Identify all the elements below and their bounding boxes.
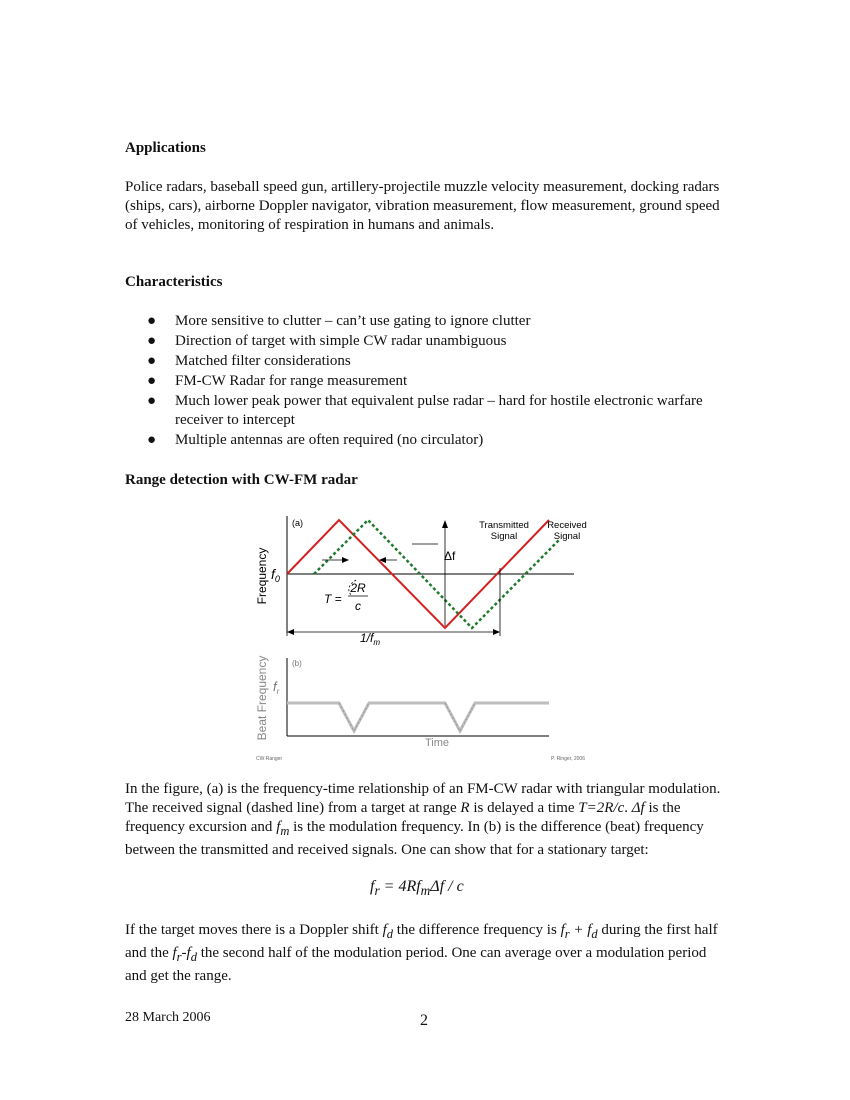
period-label: $1/f_m$ xyxy=(360,631,381,647)
beat-dip-1 xyxy=(339,703,369,731)
panel-b-label: (b) xyxy=(292,659,302,668)
range-heading: Range detection with CW-FM radar xyxy=(125,472,358,488)
list-item: ● More sensitive to clutter – can’t use gating to ignore clutter xyxy=(147,313,531,329)
list-item: ● Direction of target with simple CW radar unambiguous xyxy=(147,333,507,349)
beat-frequency-equation: $f_r = 4Rf_m\Delta f / c$ xyxy=(370,878,464,899)
list-item: ● Much lower peak power that equivalent pulse radar – hard for hostile electronic warfare receiver to intercept xyxy=(147,393,703,428)
bullet-icon: ● xyxy=(147,313,157,329)
page-number: 2 xyxy=(420,1012,428,1029)
bullet-icon: ● xyxy=(147,353,157,369)
fmcw-figure xyxy=(252,508,592,766)
x-axis-label-b: Time xyxy=(424,737,450,749)
list-item: ● Matched filter considerations xyxy=(147,353,351,369)
fr-label: $f_r$ xyxy=(273,679,280,696)
delay-denominator: c xyxy=(355,599,361,613)
received-label-1: Received xyxy=(547,520,587,531)
applications-heading: Applications xyxy=(125,140,206,156)
transmitted-label-2: Signal xyxy=(490,531,518,542)
received-label-2: Signal xyxy=(553,531,581,542)
characteristics-heading: Characteristics xyxy=(125,274,223,290)
delay-T-label: T = xyxy=(324,592,342,606)
f0-label: $f_0$ xyxy=(271,566,280,584)
applications-text: Police radars, baseball speed gun, artillery-projectile muzzle velocity measurement, docking radars (ships, cars), airborne Doppler navigator, vibration measurement, flow measurement, ground speed of vehicles, monitoring of respiration in humans and animals. xyxy=(125,179,720,233)
credit-left: CW Ranger xyxy=(256,756,283,762)
doppler-explanation: If the target moves there is a Doppler shift $f_d$ the difference frequency is $f_r + f_d$ during the first half and the $f_r-f_d$ the second half of the modulation period. One can average over a modulation period and get the range. xyxy=(125,922,718,984)
beat-frequency-line xyxy=(287,703,549,731)
panel-a xyxy=(255,516,587,647)
panel-a-label: (a) xyxy=(292,518,303,528)
panel-b xyxy=(255,656,585,762)
bullet-icon: ● xyxy=(147,432,157,448)
transmitted-label-1: Transmitted xyxy=(479,520,529,531)
list-item: ● Multiple antennas are often required (no circulator) xyxy=(147,432,484,448)
arrow-right-icon xyxy=(493,629,500,635)
characteristics-list xyxy=(125,312,725,451)
beat-dip-2 xyxy=(445,703,475,731)
bullet-icon: ● xyxy=(147,393,157,409)
y-axis-label-a: Frequency xyxy=(255,547,269,605)
arrow-up-icon xyxy=(442,520,448,528)
footer-date: 28 March 2006 xyxy=(125,1010,211,1025)
list-item: ● FM-CW Radar for range measurement xyxy=(147,373,408,389)
delay-numerator: 2R xyxy=(350,581,366,595)
credit-right: P. Ringer, 2006 xyxy=(551,756,585,762)
y-axis-label-b: Beat Frequency xyxy=(255,655,269,741)
arrow-right-icon xyxy=(342,557,349,563)
arrow-left-icon xyxy=(287,629,294,635)
figure-explanation: In the figure, (a) is the frequency-time relationship of an FM-CW radar with triangular modulation. The received signal (dashed line) from a target at range R is delayed a time T=2R/c. Δf is the frequency excursion and $f_m$ is the modulation frequency. In (b) is the difference (beat) frequency between the transmitted and received signals. One can show that for a stationary target: xyxy=(125,781,721,858)
bullet-icon: ● xyxy=(147,333,157,349)
delta-f-label: Δf xyxy=(444,549,456,563)
bullet-icon: ● xyxy=(147,373,157,389)
